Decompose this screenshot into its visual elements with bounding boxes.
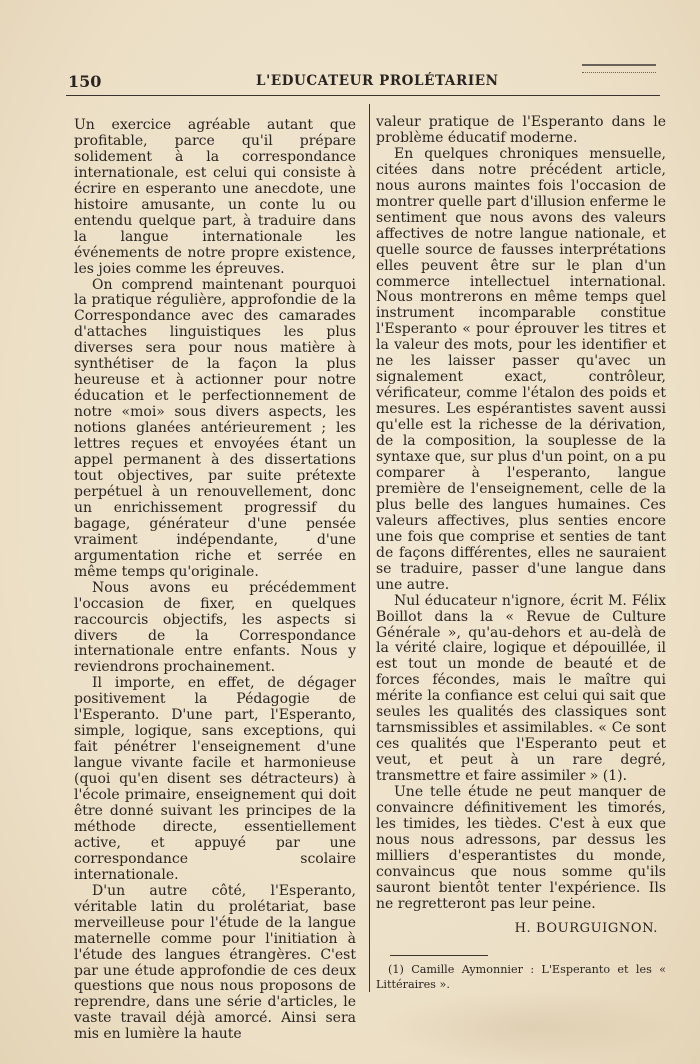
column-divider [369, 104, 370, 992]
header-ornament [582, 64, 656, 73]
page-number: 150 [68, 72, 102, 91]
journal-title: L'EDUCATEUR PROLÉTARIEN [256, 73, 499, 89]
paragraph: On comprend maintenant pourquoi la pratique régulière, approfondie de la Correspondance avec des camarades d'attaches linguistiques les plus diverses sera pour nous matière à synthétiser de la façon la plus heureuse et à actionner pour notre éducation et le perfectionnement de notre «moi» sous divers aspects, les notions glanées antérieurement ; les lettres reçues et envoyées étant un appel permanent à des dissertations tout objectives, par suite prétexte perpétuel à un renouvellement, donc un enrichissement progressif du bagage, générateur d'une pensée vraiment indépendante, d'une argumentation riche et serrée en même temps qu'originale. [74, 276, 356, 580]
left-column [74, 118, 356, 1043]
footnote: (1) Camille Aymonnier : L'Esperanto et les « Littéraires ». [376, 962, 666, 991]
author-signature: H. BOURGUIGNON. [514, 920, 658, 936]
paragraph: Un exercice agréable autant que profitable, parce qu'il prépare solidement à la correspondance internationale, est celui qui consiste à écrire en esperanto une anecdote, une histoire amusante, un conte lu ou entendu quelque part, à traduire dans la langue internationale les événements de notre propre existence, les joies comme les épreuves. [74, 117, 356, 277]
footnote-rule [390, 955, 488, 956]
paragraph: Nous avons eu précédemment l'occasion de fixer, en quelques raccourcis objectifs, les aspects si divers de la Correspondance internationale entre enfants. Nous y reviendrons prochainement. [74, 579, 356, 676]
paper-stain [380, 990, 680, 1064]
paragraph: Nul éducateur n'ignore, écrit M. Félix Boillot dans la « Revue de Culture Générale », qu'au-dehors et au-delà de la vérité claire, logique et dépouillée, il est tout un monde de beauté et de forces fécondes, mais le maître qui mérite la confiance est celui qui sait que seules les qualités des classiques sont tarnsmissibles et assimilables. « Ce sont ces qualités que l'Esperanto peut et veut, et peut à un rare degré, transmettre et faire assimiler » (1). [376, 592, 666, 785]
paragraph: Il importe, en effet, de dégager positivement la Pédagogie de l'Esperanto. D'une part, l'Esperanto, simple, logique, sans exceptions, qui fait pénétrer l'enseignement d'une langue vivante facile et harmonieuse (quoi qu'en disent ses détracteurs) à l'école primaire, enseignement qui doit être donné suivant les principes de la méthode directe, essentiellement active, et appuyé par une correspondance scolaire internationale. [74, 675, 356, 883]
page-header [68, 70, 658, 92]
paragraph: Une telle étude ne peut manquer de convaincre définitivement les timorés, les timides, les tièdes. C'est à eux que nous nous adressons, par dessus les milliers d'esperantistes du monde, convaincus que nous somme qu'ils sauront bientôt tenter l'expérience. Ils ne regretteront pas leur peine. [376, 784, 666, 912]
header-rule [66, 95, 660, 96]
paragraph: D'un autre côté, l'Esperanto, véritable latin du prolétariat, base merveilleuse pour l'étude de la langue maternelle comme pour l'initiation à l'étude des langues étrangères. C'est par une étude approfondie de ces deux questions que nous nous proposons de reprendre, dans une série d'articles, le vaste travail déjà amorcé. Ainsi sera mis en lumière la haute [74, 882, 356, 1043]
paragraph: valeur pratique de l'Esperanto dans le problème éducatif moderne. [376, 114, 666, 146]
right-column [376, 115, 666, 992]
paragraph: En quelques chroniques mensuelle, citées dans notre précédent article, nous aurons maintes fois l'occasion de montrer quelle part d'illusion enferme le sentiment que nous avons des valeurs affectives de notre langue nationale, et quelle source de fausses interprétations elles peuvent être sur le plan d'un commerce intellectuel international. Nous montrerons en même temps quel instrument incomparable constitue l'Esperanto « pour éprouver les titres et la valeur des mots, pour les identifier et ne les laisser passer qu'avec un signalement exact, contrôleur, vérificateur, comme l'étalon des poids et mesures. Les espérantistes savent aussi qu'elle est la richesse de la dérivation, de la composition, la souplesse de la syntaxe que, sur plus d'un point, on a pu comparer à l'esperanto, langue première de l'enseignement, celle de la plus belle des langues humaines. Ces valeurs affectives, plus senties encore une fois que comprise et senties de tant de façons différentes, elles ne sauraient se traduire, passer d'une langue dans une autre. [376, 145, 666, 593]
